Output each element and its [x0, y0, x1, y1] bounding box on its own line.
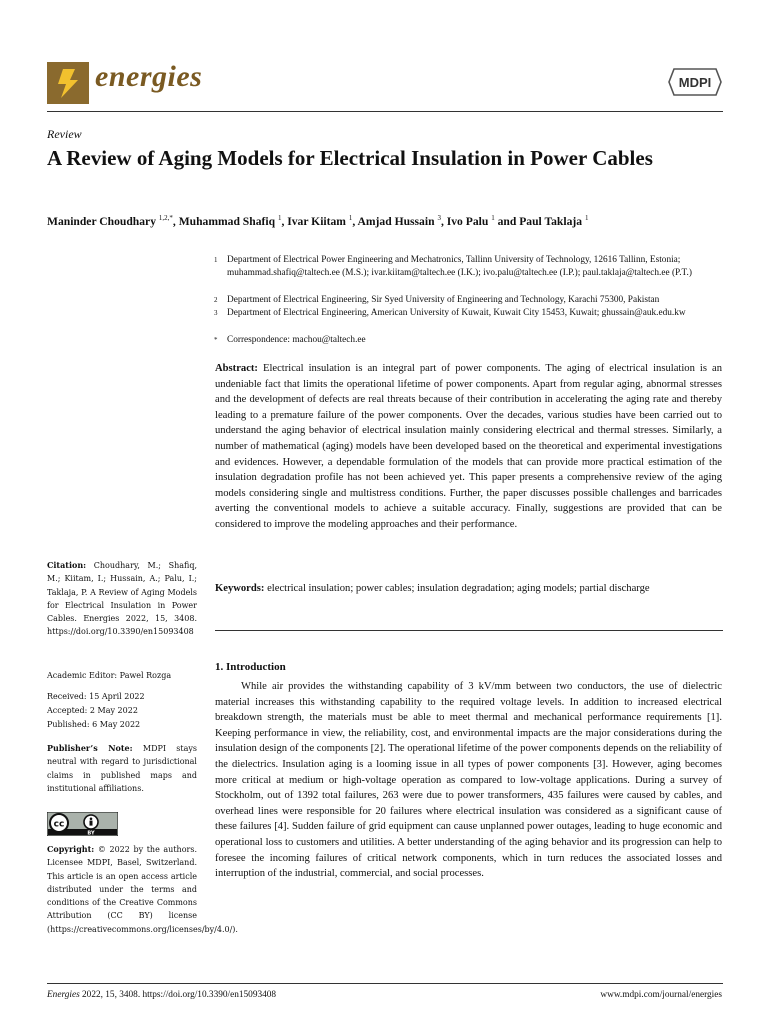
author-name: Amjad Hussain — [357, 214, 435, 228]
affiliation-number: 1 — [214, 256, 218, 264]
mdpi-logo-icon — [668, 67, 722, 97]
author-name: Paul Taklaja — [519, 214, 583, 228]
affiliation-number: * — [214, 336, 218, 344]
author-affiliation-marker: 1 — [491, 214, 495, 222]
accepted-date: Accepted: 2 May 2022 — [47, 706, 138, 715]
author-affiliation-marker: 1 — [348, 214, 353, 222]
copyright-block — [47, 843, 238, 936]
article-type: Review — [47, 127, 82, 141]
affiliation-number: 3 — [214, 309, 218, 317]
journal-name: energies — [95, 60, 203, 93]
author-list — [47, 214, 588, 228]
author-affiliation-marker: 1 — [277, 214, 282, 222]
mdpi-logo-text: MDPI — [678, 75, 712, 90]
citation-block — [47, 559, 197, 639]
author-separator: , — [440, 214, 447, 228]
author-affiliation-marker: 1 — [584, 214, 589, 222]
affiliation-text: Department of Electrical Engineering, American University of Kuwait, Kuwait City 15453, Kuwait; ghussain@auk.edu.kw — [227, 308, 686, 318]
footer-citation-text[interactable]: 2022, 15, 3408. https://doi.org/10.3390/en15093408 — [82, 990, 277, 1000]
abstract-label: Abstract: — [215, 363, 258, 374]
publisher-note-label: Publisher’s Note: — [47, 743, 133, 753]
footer-citation — [47, 990, 276, 1000]
publisher-note — [47, 742, 197, 795]
author-name: Ivar Kiitam — [287, 214, 346, 228]
affiliation-1 — [214, 254, 726, 294]
abstract-text: Electrical insulation is an integral part of power components. The aging of electrical insulation is an undeniable fact that limits the operational lifetime of power components. Apart from regular aging, abnormal stresses and the development of defects are real threats because of their contribution in accelerating the aging rate and thereby leading to a premature failure of the power components. Over the decades, various studies have been carried out to understand the aging behavior of electrical insulation mainly considering electrical and thermal stresses. Similarly, a number of mathematical (aging) models have been developed based on the theoretical and experimental investigations and evidences. However, a dependable formulation of the models that can provide more practical estimation of the insulation degradation profile has not been achieved yet. This paper presents a comprehensive review of the aging models considering single and multistress conditions. Further, the paper discusses possible challenges and barricades averting the conventional models to achieve a suitable accuracy. Finally, suggestions are provided that can be considered to improve the modeling approaches and their performance. — [215, 363, 722, 530]
author-name: Maninder Choudhary — [47, 214, 156, 228]
footer-divider — [47, 983, 723, 984]
author-separator: , — [352, 214, 358, 228]
author-name: Ivo Palu — [446, 214, 489, 228]
introduction-body — [215, 679, 722, 882]
introduction-paragraph: While air provides the withstanding capability of 3 kV/mm between two conductors, the use of dielectric material increases this withstanding capability to the required voltage levels. In addition to increased electrical breakdown strength, the materials must be able to meet thermal and mechanical performance requirements [1]. Keeping performance in view, the reliability, cost, and environmental impacts are the major considerations during the insulation design of the components [2]. The operational lifetime of the power components depends on the reliability of the dielectrics. Insulation aging is a looming issue in all types of power components [3]. However, aging becomes more critical at medium or high-voltage operation as compared to low-voltage applications. During a survey of Stockholm, out of 1392 total failures, 263 were due to power transformers, 435 failures were caused by cables, and overhead lines were responsible for 20 failures where electrical insulation was considered as a significant cause of these failures [4]. Sudden failure of grid equipment can cause unplanned power outages, leading to huge economic and operational loss to customers and utilities. A better understanding of the aging behavior and its progression can help to foresee the incoming failures of critical network components, which in turn reduces the associated losses and interruption of the industrial, commercial, and social processes. — [215, 681, 722, 880]
author-affiliation-marker: 1,2,* — [158, 214, 173, 222]
affiliation-text: Department of Electrical Engineering, Sir Syed University of Engineering and Technology, Karachi 75300, Pakistan — [227, 295, 660, 305]
author-affiliation-marker: 3 — [437, 214, 441, 222]
by-text: BY — [87, 830, 95, 836]
citation-label: Citation: — [47, 560, 87, 570]
journal-logo-icon — [47, 62, 89, 104]
cc-by-license-icon[interactable] — [47, 812, 118, 836]
affiliation-number: 2 — [214, 296, 218, 304]
keywords — [215, 581, 722, 597]
article-title: A Review of Aging Models for Electrical Insulation in Power Cables — [47, 146, 653, 170]
citation-text[interactable]: Choudhary, M.; Shafiq, M.; Kiitam, I.; Hussain, A.; Palu, I.; Taklaja, P. A Review of Aging Models for Electrical Insulation in Power Cables. Energies 2022, 15, 3408. https://doi.org/10.3390/en15093408 — [47, 561, 198, 637]
published-date: Published: 6 May 2022 — [47, 720, 141, 729]
copyright-text: © 2022 by the authors. Licensee MDPI, Basel, Switzerland. This article is an open access article distributed under the terms and conditions of the Creative Commons Attribution (CC BY) license (https://creativecommons.org/licenses/by/4.0/). — [47, 845, 238, 934]
publisher-note-text: MDPI stays neutral with regard to jurisdictional claims in published maps and institutional affiliations. — [47, 744, 197, 793]
section-heading: 1. Introduction — [215, 661, 286, 673]
author-separator: , — [281, 214, 288, 228]
received-date: Received: 15 April 2022 — [47, 692, 145, 701]
academic-editor: Academic Editor: Pawel Rozga — [47, 671, 172, 680]
abstract-divider — [215, 630, 723, 631]
cc-text: cc — [53, 819, 65, 830]
footer-journal: Energies — [47, 990, 80, 1000]
copyright-label: Copyright: — [47, 844, 95, 854]
correspondence-text: Correspondence: machou@taltech.ee — [227, 335, 366, 345]
keywords-label: Keywords: — [215, 583, 265, 594]
footer-url[interactable]: www.mdpi.com/journal/energies — [600, 990, 722, 1000]
abstract — [215, 361, 722, 533]
author-separator: , — [172, 214, 179, 228]
header-divider — [47, 111, 723, 112]
keywords-text: electrical insulation; power cables; insulation degradation; aging models; partial discharge — [267, 583, 650, 594]
author-separator: and — [494, 214, 520, 228]
affiliation-text: Department of Electrical Power Engineering and Mechatronics, Tallinn University of Technology, 12616 Tallinn, Estonia; muhammad.shafiq@taltech.ee (M.S.); ivar.kiitam@taltech.ee (I.K.); ivo.palu@taltech.ee (I.P.); paul.taklaja@taltech.ee (P.T.) — [227, 255, 692, 279]
author-name: Muhammad Shafiq — [178, 214, 276, 228]
